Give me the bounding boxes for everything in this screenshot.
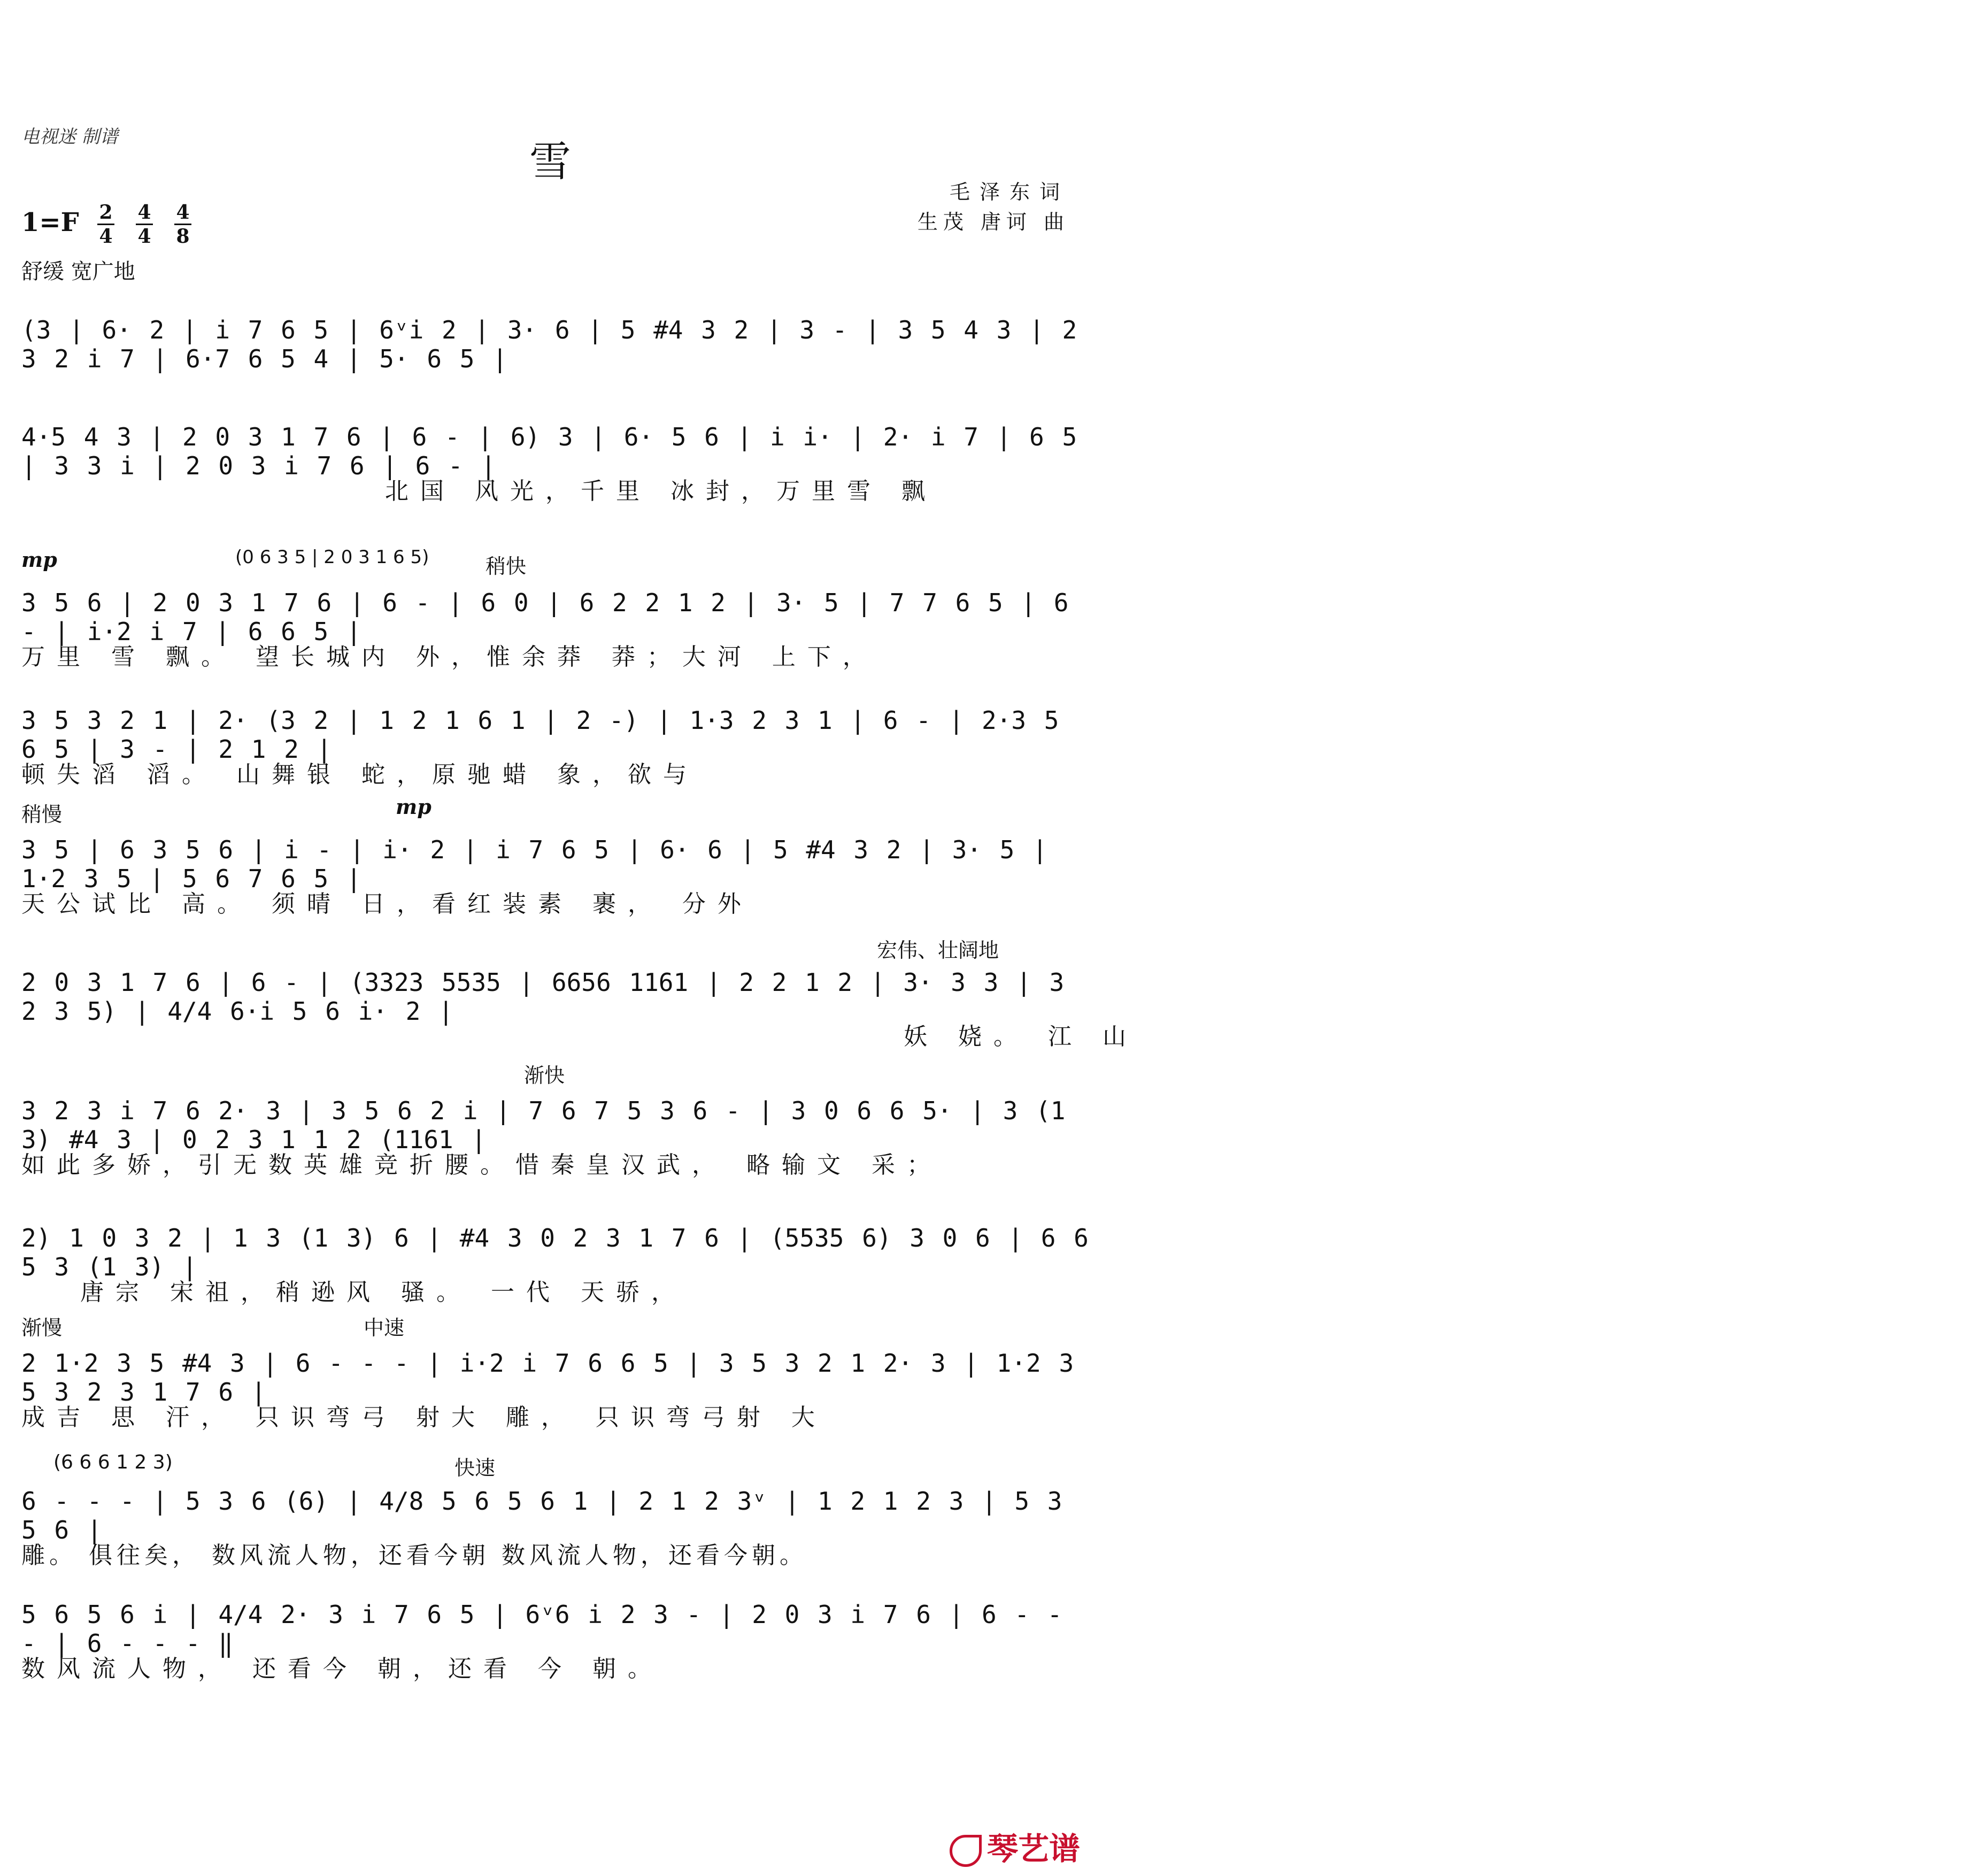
jianpu-notes: 5 6 5 6 i | 4/4 2· 3 i 7 6 5 | 6ᵛ6 i 2 3 - | 2 0 3 i 7 6 | 6 - - - | 6 - - - ‖ [21,1600,1062,1658]
time-signature-2-4 [95,202,117,247]
logo-text: 琴艺谱 [987,1831,1080,1867]
song-title: 雪 [529,138,572,186]
tempo-mark-fast: 快速 [454,1456,496,1480]
time-signature-4-8 [172,202,194,247]
tempo-mark-accel: 渐快 [524,1064,565,1087]
bracket-interlude: (0 6 3 5 | 2 0 3 1 6 5) [235,547,429,568]
jianpu-notes: 6 - - - | 5 3 6 (6) | 4/8 5 6 5 6 1 | 2 1 2 3ᵛ | 1 2 1 2 3 | 5 3 5 6 | [21,1487,1062,1544]
jianpu-notes: 3 5 3 2 1 | 2· (3 2 | 1 2 1 6 1 | 2 -) | 1·3 2 3 1 | 6 - | 2·3 5 6 5 | 3 - | 2 1 2 | [21,706,1059,764]
jianpu-notes: 4·5 4 3 | 2 0 3 1 7 6 | 6 - | 6) 3 | 6· 5 6 | i i· | 2· i 7 | 6 5 | 3 3 i | 2 0 3 i 7 6 | 6 - | [21,422,1077,480]
tempo-mark-faster: 稍快 [485,555,527,578]
time-signature-4-4 [134,202,155,247]
dynamic-mp: mp [396,795,431,819]
time-sig-top: 4 [176,201,190,224]
lyrics-line: 雕。 俱往矣， 数风流人物，还看今朝 数风流人物，还看今朝。 [21,1542,807,1569]
time-sig-bottom: 8 [176,225,190,248]
lyrics-line: 北国 风光，千里 冰封，万里雪 飘 [385,478,937,505]
lyrics-line: 如此多娇，引无数英雄竞折腰。惜秦皇汉武， 略输文 采； [21,1151,942,1179]
jianpu-notes: 3 5 | 6 3 5 6 | i - | i· 2 | i 7 6 5 | 6· 6 | 5 #4 3 2 | 3· 5 | 1·2 3 5 | 5 6 7 6 5 | [21,835,1047,893]
lyricist-credit: 毛泽东词 [949,180,1069,204]
lyrics-line: 天公试比 高。 须晴 日，看红装素 裹， 分外 [21,890,753,918]
credit-text: 电视迷 制谱 [21,126,118,148]
jianpu-notes: (3 | 6· 2 | i 7 6 5 | 6ᵛi 2 | 3· 6 | 5 #4 3 2 | 3 - | 3 5 4 3 | 2 3 2 i 7 | 6·7 6 5 4 | 5· 6 5 | [21,316,1077,373]
time-sig-bottom: 4 [99,225,113,248]
lyrics-line: 顿失滔 滔。 山舞银 蛇，原驰蜡 象，欲与 [21,761,698,788]
site-logo [950,1824,1080,1869]
time-sig-top: 2 [99,201,113,224]
jianpu-notes: 3 5 6 | 2 0 3 1 7 6 | 6 - | 6 0 | 6 2 2 1 2 | 3· 5 | 7 7 6 5 | 6 - | i·2 i 7 | 6 6 5 | [21,588,1069,646]
lyrics-line: 妖 娆。 江 山 [904,1023,1138,1050]
tempo-marking: 舒缓 宽广地 [21,259,135,284]
jianpu-notes: 2) 1 0 3 2 | 1 3 (1 3) 6 | #4 3 0 2 3 1 7 6 | (5535 6) 3 0 6 | 6 6 5 3 (1 3) | [21,1224,1089,1281]
key-signature: 1=F [21,207,79,237]
logo-icon [950,1835,982,1867]
tempo-mark-moderato: 中速 [364,1316,405,1340]
time-sig-top: 4 [137,201,151,224]
lyrics-line: 数风流人物， 还看今 朝，还看 今 朝。 [21,1655,663,1682]
tempo-mark-slower: 稍慢 [21,803,63,826]
lyrics-line: 万里 雪 飘。 望长城内 外，惟余莽 莽；大河 上下， [21,643,878,671]
jianpu-notes: 2 0 3 1 7 6 | 6 - | (3323 5535 | 6656 1161 | 2 2 1 2 | 3· 3 3 | 3 2 3 5) | 4/4 6·i 5 6 i· 2 | [21,968,1065,1026]
lyrics-line: 唐宗 宋祖，稍逊风 骚。 一代 天骄， [80,1279,687,1306]
composer-credit: 生茂 唐诃 曲 [917,210,1069,234]
dynamic-mp: mp [21,548,57,572]
time-sig-bottom: 4 [137,225,151,248]
expression-mark: 宏伟、壮阔地 [877,939,999,962]
jianpu-notes: 3 2 3 i 7 6 2· 3 | 3 5 6 2 i | 7 6 7 5 3 6 - | 3 0 6 6 5· | 3 (1 3) #4 3 | 0 2 3 1 1 2 (1161 | [21,1096,1066,1154]
lyrics-line: 成吉 思 汗， 只识弯弓 射大 雕， 只识弯弓射 大 [21,1404,827,1431]
tempo-mark-rit: 渐慢 [21,1316,63,1340]
jianpu-notes: 2 1·2 3 5 #4 3 | 6 - - - | i·2 i 7 6 6 5 | 3 5 3 2 1 2· 3 | 1·2 3 5 3 2 3 1 7 6 | [21,1349,1074,1406]
bracket-fill: (6 6 6 1 2 3) [53,1451,173,1473]
